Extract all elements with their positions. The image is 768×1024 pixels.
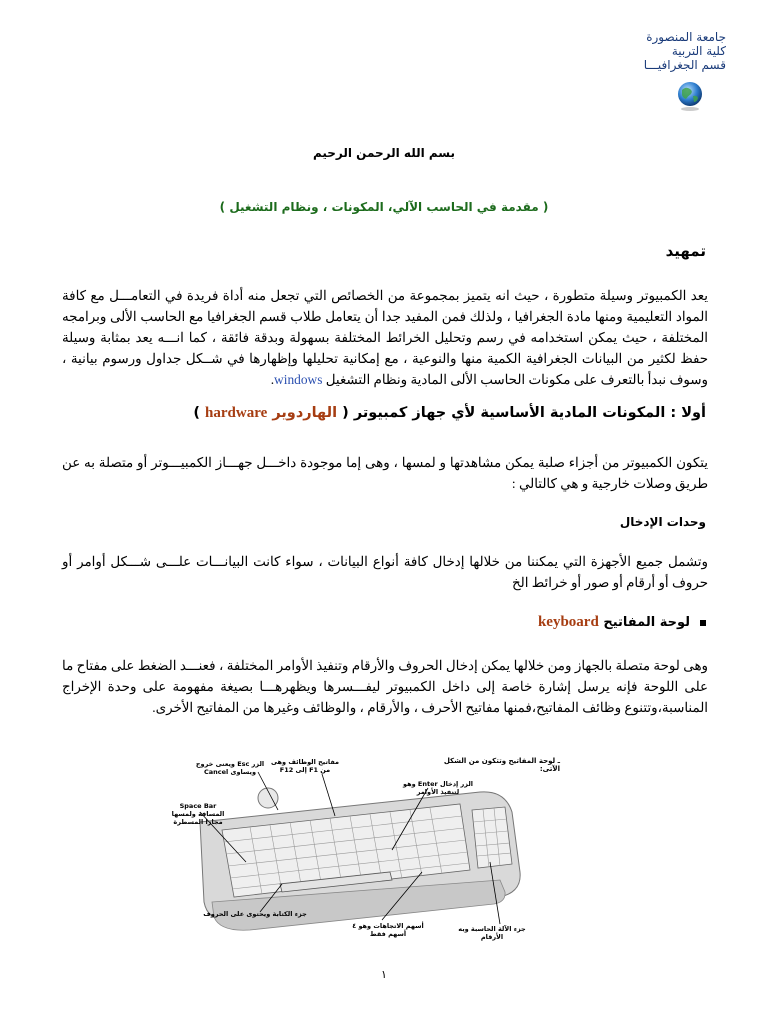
basmala: بسم الله الرحمن الرحيم: [312, 146, 456, 160]
logo-line-3: قسم الجغرافيـــا: [643, 58, 726, 72]
label-space-bar: Space Bar المسافة ولمسها مجازا المسطرة: [171, 802, 225, 826]
intro-text: يعد الكمبيوتر وسيلة متطورة ، حيث انه يتميز بمجموعة من الخصائص التي تجعل منه أداة فريدة في التعامـــل مع كافة المواد التعليمية ومنها مادة الجغرافيا ، ولذلك فمن المفيد جدا أن يتعامل طلاب قسم الجغرافيا مع الحاسب الألى وبرامجه المختلفة ، حيث يمكن استخدامه في رسم وتحليل الخرائط المختلفة بسهولة وبدقة فائقة ، كما انـــه يعد بمثابة وسيلة حفظ لكثير من البيانات الجغرافية الكمية منها والنوعية ، مع إمكانية تحليلها وإظهارها في شــكل جداول ورسوم بيانية ، وسوف نبدأ بالتعرف على مكونات الحاسب الألى المادية ونظام التشغيل: [62, 288, 708, 387]
label-esc: الزر Esc ويعنى خروج ويساوى Cancel: [195, 760, 265, 776]
document-title: ( مقدمة في الحاسب الآلي، المكونات ، ونظام التشغيل ): [219, 200, 549, 214]
bullet-icon: [700, 620, 706, 626]
label-function-keys: مفاتيح الوظائف وهى من F1 إلى F12: [270, 758, 340, 774]
intro-paragraph: [62, 285, 708, 390]
paren-open: (: [342, 405, 349, 421]
label-letters: جزء الكتابة ويحتوى على الحروف: [203, 910, 307, 918]
hardware-paragraph: يتكون الكمبيوتر من أجزاء صلبة يمكن مشاهدتها و لمسها ، وهى إما موجودة داخـــل جهـــاز الكمبيـــوتر أو متصلة به عن طريق وصلات خارجية و هي كالتالي :: [62, 455, 708, 491]
university-logo: [634, 30, 726, 126]
input-paragraph: وتشمل جميع الأجهزة التي يمكننا من خلالها إدخال كافة أنواع البيانات ، سواء كانت البيانـــات علـــى شـــكل أوامر أو حروف أو أرقام أو صور أو خرائط الخ: [62, 554, 708, 590]
logo-line-2: كلية التربية: [671, 44, 726, 58]
label-arrows: أسهم الاتجاهات وهو ٤ أسهم فقط: [352, 922, 424, 938]
logo-line-1: جامعة المنصورة: [646, 30, 726, 44]
globe-icon: [674, 80, 706, 112]
label-numpad: جزء الآلة الحاسبة وبه الأرقام: [458, 925, 526, 941]
keyboard-heading: [538, 614, 706, 631]
label-enter: الزر إدخال Enter وهو لتنفيذ الأوامر: [403, 780, 473, 796]
keyboard-paragraph: وهى لوحة متصلة بالجهاز ومن خلالها يمكن إدخال الحروف والأرقام وتنفيذ الأوامر المختلفة ، فعنـــد الضغط على مفتاح ما على اللوحة فإنه يرسل إشارة خاصة إلى داخل الكمبيوتر ليفـــسرها ويظهرهـــا بصيغة مفهومة على وحدة الإخراج المناسبة،وتتنوع وظائف المفاتيح،فمنها مفاتيح الأحرف ، والأرقام ، والوظائف وغيرها من المفاتيح الأخرى.: [62, 658, 708, 715]
intro-heading: تمهيد: [665, 242, 706, 260]
keyboard-english: keyboard: [537, 614, 599, 630]
keyboard-arabic: لوحة المفاتيح: [603, 615, 690, 630]
page-number: ١: [381, 968, 387, 981]
intro-period: .: [270, 372, 275, 387]
hardware-heading-prefix: أولا : المكونات المادية الأساسية لأي جهاز كمبيوتر: [353, 405, 706, 421]
hardware-heading: [193, 405, 706, 422]
hardware-english: hardware: [205, 405, 268, 421]
hardware-arabic: الهاردوير: [272, 405, 338, 421]
paren-close: ): [193, 405, 200, 421]
windows-term: windows: [274, 372, 323, 387]
figure-caption: ـ لوحة المفاتيح وتتكون من الشكل الآتى:: [443, 757, 560, 773]
input-units-heading: وحدات الإدخال: [619, 515, 706, 529]
